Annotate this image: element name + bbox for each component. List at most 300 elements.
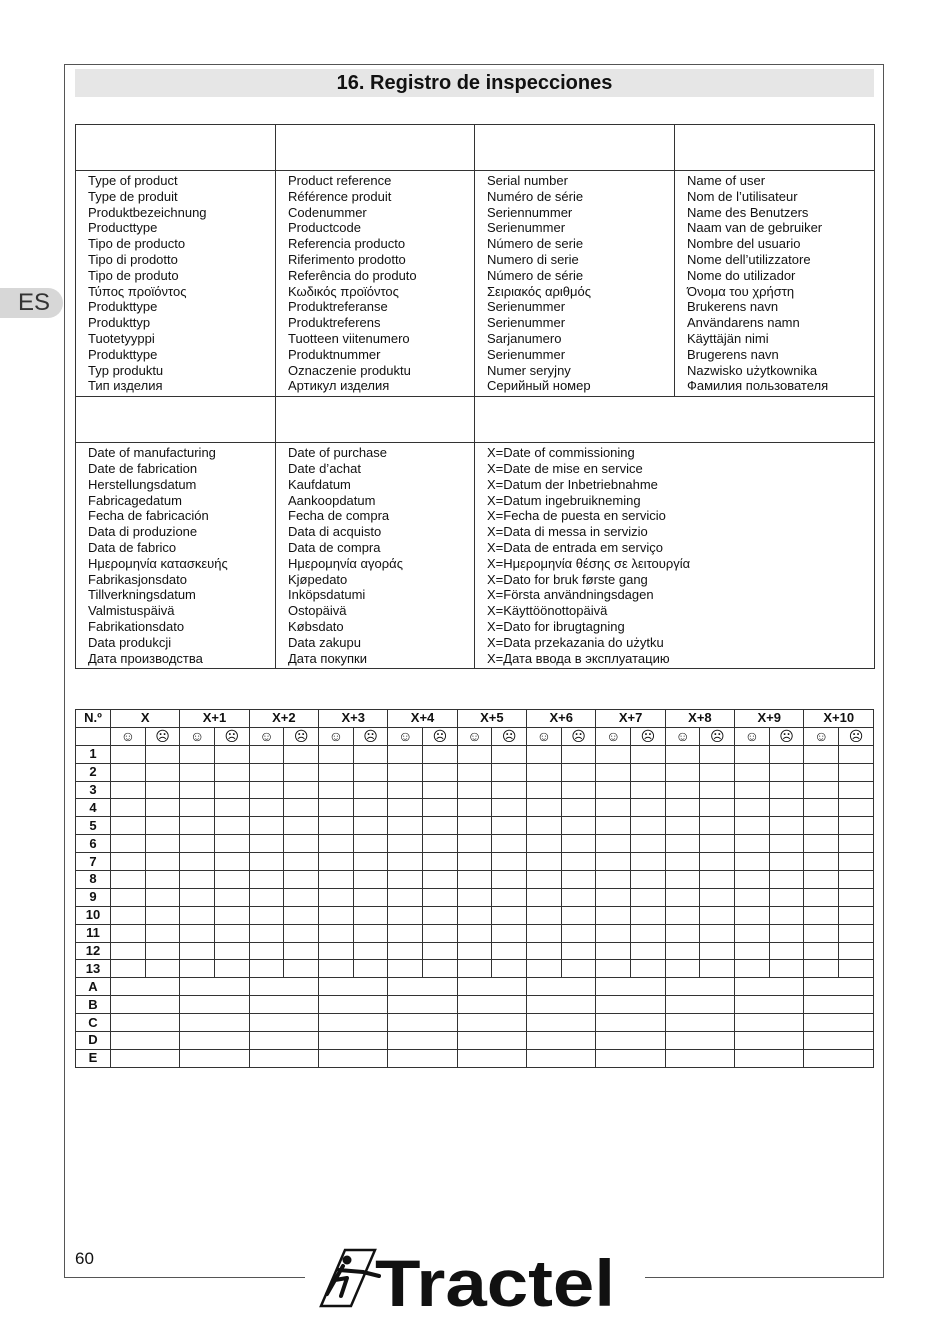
check-cell[interactable] [111,906,146,924]
check-cell[interactable] [215,853,250,871]
check-cell[interactable] [596,960,631,978]
entry-cell[interactable] [457,1014,526,1032]
check-cell[interactable] [839,817,874,835]
check-cell[interactable] [596,763,631,781]
check-cell[interactable] [249,781,284,799]
check-cell[interactable] [145,906,180,924]
check-cell[interactable] [700,942,735,960]
check-cell[interactable] [596,799,631,817]
check-cell[interactable] [249,924,284,942]
entry-cell[interactable] [249,1049,318,1067]
check-cell[interactable] [631,942,666,960]
check-cell[interactable] [180,871,215,889]
check-cell[interactable] [700,906,735,924]
check-cell[interactable] [249,799,284,817]
check-cell[interactable] [735,888,770,906]
check-cell[interactable] [527,763,562,781]
entry-cell[interactable] [596,1032,665,1050]
entry-cell[interactable] [527,1049,596,1067]
check-cell[interactable] [145,799,180,817]
check-cell[interactable] [631,763,666,781]
entry-cell[interactable] [665,978,734,996]
check-cell[interactable] [631,960,666,978]
entry-cell[interactable] [111,1032,180,1050]
check-cell[interactable] [215,942,250,960]
check-cell[interactable] [145,871,180,889]
check-cell[interactable] [319,906,354,924]
check-cell[interactable] [839,960,874,978]
check-cell[interactable] [839,835,874,853]
check-cell[interactable] [284,888,319,906]
check-cell[interactable] [804,799,839,817]
entry-cell[interactable] [388,978,457,996]
check-cell[interactable] [596,871,631,889]
check-cell[interactable] [700,853,735,871]
check-cell[interactable] [735,781,770,799]
check-cell[interactable] [111,835,146,853]
entry-cell[interactable] [665,1049,734,1067]
check-cell[interactable] [388,888,423,906]
check-cell[interactable] [492,888,527,906]
check-cell[interactable] [492,745,527,763]
check-cell[interactable] [353,960,388,978]
check-cell[interactable] [423,745,458,763]
check-cell[interactable] [735,799,770,817]
check-cell[interactable] [804,888,839,906]
check-cell[interactable] [319,745,354,763]
entry-cell[interactable] [388,1014,457,1032]
check-cell[interactable] [769,871,804,889]
check-cell[interactable] [839,871,874,889]
entry-cell[interactable] [804,1014,874,1032]
check-cell[interactable] [145,853,180,871]
check-cell[interactable] [215,888,250,906]
check-cell[interactable] [735,871,770,889]
check-cell[interactable] [665,960,700,978]
check-cell[interactable] [249,871,284,889]
check-cell[interactable] [249,745,284,763]
check-cell[interactable] [284,960,319,978]
check-cell[interactable] [769,763,804,781]
check-cell[interactable] [111,960,146,978]
check-cell[interactable] [423,781,458,799]
entry-product-reference[interactable] [276,125,475,171]
check-cell[interactable] [319,960,354,978]
check-cell[interactable] [111,871,146,889]
check-cell[interactable] [596,853,631,871]
check-cell[interactable] [353,906,388,924]
entry-cell[interactable] [319,978,388,996]
entry-cell[interactable] [249,996,318,1014]
check-cell[interactable] [319,763,354,781]
check-cell[interactable] [180,817,215,835]
check-cell[interactable] [700,835,735,853]
check-cell[interactable] [353,924,388,942]
check-cell[interactable] [111,763,146,781]
check-cell[interactable] [804,960,839,978]
check-cell[interactable] [596,835,631,853]
entry-cell[interactable] [804,1049,874,1067]
entry-cell[interactable] [180,1014,249,1032]
check-cell[interactable] [665,942,700,960]
check-cell[interactable] [700,924,735,942]
check-cell[interactable] [423,888,458,906]
check-cell[interactable] [527,817,562,835]
check-cell[interactable] [215,835,250,853]
entry-cell[interactable] [665,996,734,1014]
check-cell[interactable] [839,799,874,817]
check-cell[interactable] [804,924,839,942]
check-cell[interactable] [665,853,700,871]
check-cell[interactable] [561,781,596,799]
entry-cell[interactable] [735,1014,804,1032]
check-cell[interactable] [111,924,146,942]
entry-cell[interactable] [735,978,804,996]
check-cell[interactable] [700,817,735,835]
check-cell[interactable] [111,781,146,799]
check-cell[interactable] [423,942,458,960]
check-cell[interactable] [665,835,700,853]
entry-date-of-commissioning[interactable] [475,397,875,443]
check-cell[interactable] [249,817,284,835]
check-cell[interactable] [527,799,562,817]
check-cell[interactable] [284,817,319,835]
check-cell[interactable] [284,906,319,924]
check-cell[interactable] [804,942,839,960]
check-cell[interactable] [319,781,354,799]
check-cell[interactable] [145,960,180,978]
check-cell[interactable] [596,942,631,960]
check-cell[interactable] [700,763,735,781]
check-cell[interactable] [700,871,735,889]
check-cell[interactable] [769,799,804,817]
check-cell[interactable] [249,853,284,871]
check-cell[interactable] [492,960,527,978]
check-cell[interactable] [596,817,631,835]
check-cell[interactable] [735,942,770,960]
check-cell[interactable] [735,835,770,853]
check-cell[interactable] [561,942,596,960]
check-cell[interactable] [215,781,250,799]
check-cell[interactable] [839,888,874,906]
check-cell[interactable] [180,906,215,924]
check-cell[interactable] [804,817,839,835]
check-cell[interactable] [284,799,319,817]
check-cell[interactable] [180,799,215,817]
check-cell[interactable] [388,906,423,924]
check-cell[interactable] [492,853,527,871]
check-cell[interactable] [665,871,700,889]
check-cell[interactable] [492,799,527,817]
check-cell[interactable] [180,942,215,960]
check-cell[interactable] [353,799,388,817]
check-cell[interactable] [631,817,666,835]
check-cell[interactable] [319,924,354,942]
check-cell[interactable] [804,853,839,871]
check-cell[interactable] [631,853,666,871]
check-cell[interactable] [145,763,180,781]
check-cell[interactable] [631,745,666,763]
check-cell[interactable] [319,817,354,835]
check-cell[interactable] [215,745,250,763]
check-cell[interactable] [111,888,146,906]
check-cell[interactable] [215,906,250,924]
check-cell[interactable] [180,960,215,978]
check-cell[interactable] [735,906,770,924]
entry-cell[interactable] [319,1032,388,1050]
check-cell[interactable] [353,781,388,799]
entry-name-of-user[interactable] [675,125,875,171]
check-cell[interactable] [492,906,527,924]
check-cell[interactable] [423,835,458,853]
entry-cell[interactable] [319,996,388,1014]
check-cell[interactable] [769,906,804,924]
check-cell[interactable] [319,942,354,960]
check-cell[interactable] [839,942,874,960]
entry-cell[interactable] [180,996,249,1014]
check-cell[interactable] [423,853,458,871]
entry-cell[interactable] [665,1032,734,1050]
entry-cell[interactable] [249,978,318,996]
entry-cell[interactable] [457,996,526,1014]
check-cell[interactable] [735,853,770,871]
check-cell[interactable] [596,888,631,906]
check-cell[interactable] [457,888,492,906]
check-cell[interactable] [145,888,180,906]
check-cell[interactable] [215,924,250,942]
entry-cell[interactable] [111,996,180,1014]
check-cell[interactable] [180,924,215,942]
check-cell[interactable] [249,835,284,853]
check-cell[interactable] [353,763,388,781]
check-cell[interactable] [180,835,215,853]
check-cell[interactable] [596,924,631,942]
check-cell[interactable] [665,763,700,781]
check-cell[interactable] [839,781,874,799]
check-cell[interactable] [111,853,146,871]
check-cell[interactable] [284,942,319,960]
check-cell[interactable] [631,924,666,942]
check-cell[interactable] [388,835,423,853]
entry-cell[interactable] [319,1049,388,1067]
check-cell[interactable] [215,817,250,835]
check-cell[interactable] [249,888,284,906]
check-cell[interactable] [527,781,562,799]
check-cell[interactable] [388,745,423,763]
check-cell[interactable] [561,960,596,978]
check-cell[interactable] [700,745,735,763]
check-cell[interactable] [319,799,354,817]
check-cell[interactable] [457,763,492,781]
check-cell[interactable] [180,888,215,906]
check-cell[interactable] [804,835,839,853]
check-cell[interactable] [249,906,284,924]
check-cell[interactable] [492,871,527,889]
entry-cell[interactable] [596,1049,665,1067]
check-cell[interactable] [388,924,423,942]
entry-type-of-product[interactable] [76,125,276,171]
check-cell[interactable] [804,781,839,799]
entry-cell[interactable] [527,1032,596,1050]
entry-cell[interactable] [111,1014,180,1032]
check-cell[interactable] [631,906,666,924]
check-cell[interactable] [180,763,215,781]
check-cell[interactable] [769,817,804,835]
check-cell[interactable] [111,799,146,817]
check-cell[interactable] [145,942,180,960]
check-cell[interactable] [769,942,804,960]
check-cell[interactable] [215,960,250,978]
check-cell[interactable] [561,835,596,853]
check-cell[interactable] [561,906,596,924]
check-cell[interactable] [561,799,596,817]
entry-cell[interactable] [804,1032,874,1050]
check-cell[interactable] [145,781,180,799]
entry-cell[interactable] [457,1032,526,1050]
check-cell[interactable] [735,817,770,835]
check-cell[interactable] [561,745,596,763]
check-cell[interactable] [457,871,492,889]
check-cell[interactable] [735,745,770,763]
check-cell[interactable] [145,745,180,763]
check-cell[interactable] [180,781,215,799]
check-cell[interactable] [215,871,250,889]
check-cell[interactable] [319,853,354,871]
check-cell[interactable] [145,817,180,835]
check-cell[interactable] [735,960,770,978]
check-cell[interactable] [284,924,319,942]
check-cell[interactable] [839,745,874,763]
entry-cell[interactable] [735,1032,804,1050]
entry-cell[interactable] [804,996,874,1014]
check-cell[interactable] [423,817,458,835]
check-cell[interactable] [769,960,804,978]
entry-cell[interactable] [111,978,180,996]
check-cell[interactable] [284,835,319,853]
check-cell[interactable] [388,871,423,889]
check-cell[interactable] [215,799,250,817]
check-cell[interactable] [804,763,839,781]
check-cell[interactable] [457,745,492,763]
entry-cell[interactable] [457,978,526,996]
check-cell[interactable] [145,835,180,853]
entry-cell[interactable] [596,996,665,1014]
check-cell[interactable] [423,960,458,978]
check-cell[interactable] [631,888,666,906]
check-cell[interactable] [769,835,804,853]
check-cell[interactable] [700,781,735,799]
entry-cell[interactable] [527,1014,596,1032]
check-cell[interactable] [769,924,804,942]
check-cell[interactable] [596,745,631,763]
entry-cell[interactable] [804,978,874,996]
entry-cell[interactable] [596,1014,665,1032]
check-cell[interactable] [353,835,388,853]
check-cell[interactable] [249,942,284,960]
entry-cell[interactable] [388,1032,457,1050]
check-cell[interactable] [665,888,700,906]
check-cell[interactable] [804,871,839,889]
check-cell[interactable] [631,781,666,799]
check-cell[interactable] [457,817,492,835]
check-cell[interactable] [769,745,804,763]
check-cell[interactable] [665,817,700,835]
check-cell[interactable] [284,745,319,763]
entry-cell[interactable] [457,1049,526,1067]
check-cell[interactable] [145,924,180,942]
check-cell[interactable] [319,871,354,889]
check-cell[interactable] [284,763,319,781]
check-cell[interactable] [839,906,874,924]
check-cell[interactable] [665,745,700,763]
check-cell[interactable] [492,924,527,942]
check-cell[interactable] [111,745,146,763]
entry-serial-number[interactable] [475,125,675,171]
entry-date-of-purchase[interactable] [276,397,475,443]
check-cell[interactable] [804,906,839,924]
check-cell[interactable] [492,763,527,781]
entry-cell[interactable] [665,1014,734,1032]
check-cell[interactable] [735,924,770,942]
check-cell[interactable] [735,763,770,781]
check-cell[interactable] [423,906,458,924]
entry-cell[interactable] [180,1032,249,1050]
check-cell[interactable] [665,781,700,799]
entry-cell[interactable] [249,1014,318,1032]
check-cell[interactable] [492,942,527,960]
entry-cell[interactable] [180,1049,249,1067]
check-cell[interactable] [665,924,700,942]
entry-cell[interactable] [735,1049,804,1067]
check-cell[interactable] [457,853,492,871]
check-cell[interactable] [353,745,388,763]
check-cell[interactable] [700,888,735,906]
check-cell[interactable] [561,924,596,942]
check-cell[interactable] [527,871,562,889]
check-cell[interactable] [769,853,804,871]
entry-cell[interactable] [111,1049,180,1067]
check-cell[interactable] [111,817,146,835]
check-cell[interactable] [180,853,215,871]
check-cell[interactable] [388,942,423,960]
check-cell[interactable] [388,781,423,799]
entry-cell[interactable] [249,1032,318,1050]
check-cell[interactable] [492,781,527,799]
check-cell[interactable] [388,817,423,835]
check-cell[interactable] [631,871,666,889]
check-cell[interactable] [353,871,388,889]
check-cell[interactable] [527,924,562,942]
entry-cell[interactable] [319,1014,388,1032]
entry-cell[interactable] [596,978,665,996]
check-cell[interactable] [527,942,562,960]
check-cell[interactable] [457,942,492,960]
check-cell[interactable] [284,853,319,871]
entry-cell[interactable] [388,1049,457,1067]
check-cell[interactable] [353,853,388,871]
check-cell[interactable] [527,745,562,763]
check-cell[interactable] [839,763,874,781]
check-cell[interactable] [388,799,423,817]
check-cell[interactable] [457,799,492,817]
check-cell[interactable] [492,835,527,853]
check-cell[interactable] [631,835,666,853]
check-cell[interactable] [249,763,284,781]
check-cell[interactable] [769,888,804,906]
check-cell[interactable] [457,960,492,978]
check-cell[interactable] [388,853,423,871]
check-cell[interactable] [700,960,735,978]
